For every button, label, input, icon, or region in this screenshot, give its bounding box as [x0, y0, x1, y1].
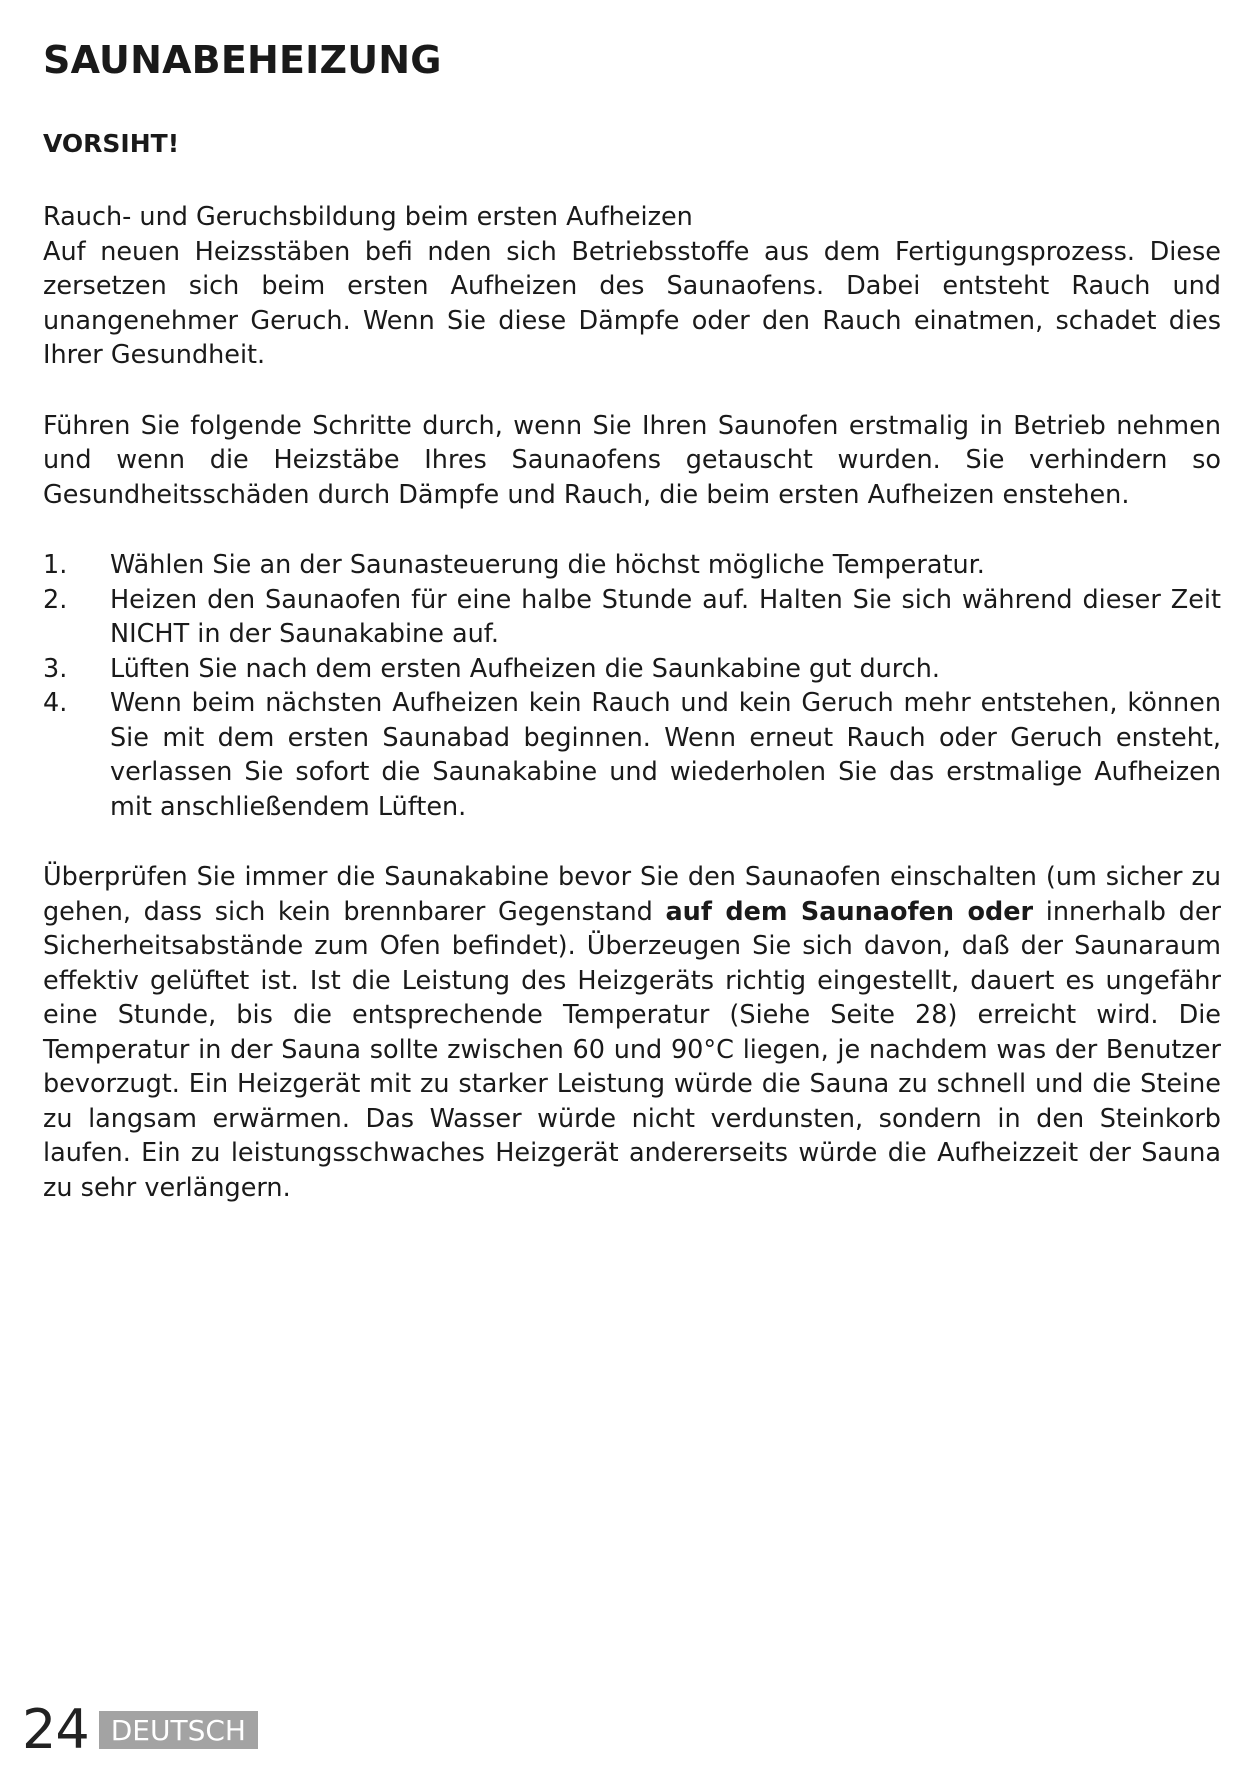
paragraph-instructions: Führen Sie folgende Schritte durch, wenn Sie Ihren Saunofen erstmalig in Betrieb nehmen und wenn die Heizstäbe Ihres Saunaofens getauscht wurden. Sie verhindern so Gesundheitsschäden durch Dämpfe und Rauch, die beim ersten Aufheizen enstehen. [43, 410, 1221, 510]
paragraph-bold-phrase: auf dem Saunaofen oder [665, 896, 1034, 927]
paragraph-text-after: innerhalb der Sicherheitsabstände zum Ofen befindet). Überzeugen Sie sich davon, daß der Saunaraum effektiv gelüftet ist. Ist die Leistung des Heizgeräts richtig eingestellt, dauert es ungefähr eine Stunde, bis die entsprechende Temperatur (Siehe Seite 28) erreicht wird. Die Temperatur in der Sauna sollte zwischen 60 und 90°C liegen, je nachdem was der Benutzer bevorzugt. Ein Heizgerät mit zu starker Leistung würde die Sauna zu schnell und die Steine zu langsam erwärmen. Das Wasser würde nicht verdunsten, sondern in den Steinkorb laufen. Ein zu leistungsschwaches Heizgerät andererseits würde die Aufheizzeit der Sauna zu sehr verlängern. [43, 896, 1221, 1203]
list-item [43, 548, 1221, 583]
list-text: Lüften Sie nach dem ersten Aufheizen die Saunkabine gut durch. [110, 653, 941, 684]
list-number: 1. [43, 550, 68, 580]
list-number: 3. [43, 653, 68, 684]
language-badge: DEUTSCH [99, 1711, 258, 1749]
paragraph-lead: Rauch- und Geruchsbildung beim ersten Aufheizen [43, 202, 693, 232]
list-item [43, 652, 1221, 687]
steps-list [43, 548, 1221, 824]
paragraph-text-before: Überprüfen Sie immer die Saunakabine bevor Sie den Saunaofen einschalten (um sicher zu gehen, dass sich kein brennbarer Gegenstand [43, 862, 1221, 927]
page-footer [22, 1700, 258, 1760]
warning-heading: VORSIHT! [43, 129, 180, 158]
list-number: 4. [43, 688, 68, 718]
list-text: Wählen Sie an der Saunasteuerung die höchst mögliche Temperatur. [110, 550, 985, 580]
page-title: SAUNABEHEIZUNG [43, 38, 442, 82]
page-number: 24 [22, 1698, 89, 1761]
list-number: 2. [43, 584, 68, 615]
list-text: Heizen den Saunaofen für eine halbe Stunde auf. Halten Sie sich während dieser Zeit NICHT in der Saunakabine auf. [110, 584, 1221, 649]
paragraph-body: Auf neuen Heizsstäben befi nden sich Betriebsstoffe aus dem Fertigungsprozess. Diese zersetzen sich beim ersten Aufheizen des Saunaofens. Dabei entsteht Rauch und unangenehmer Geruch. Wenn Sie diese Dämpfe oder den Rauch einatmen, schadet dies Ihrer Gesundheit. [43, 236, 1221, 370]
list-item [43, 583, 1221, 652]
paragraph-check-cabin [43, 860, 1221, 1205]
list-text: Wenn beim nächsten Aufheizen kein Rauch und kein Geruch mehr entstehen, können Sie mit dem ersten Saunabad beginnen. Wenn erneut Rauch oder Geruch ensteht, verlassen Sie sofort die Saunakabine und wiederholen Sie das erstmalige Aufheizen mit anschließendem Lüften. [110, 688, 1221, 822]
document-page [43, 34, 1221, 1205]
paragraph-smoke-warning [43, 200, 1221, 373]
list-item [43, 686, 1221, 824]
